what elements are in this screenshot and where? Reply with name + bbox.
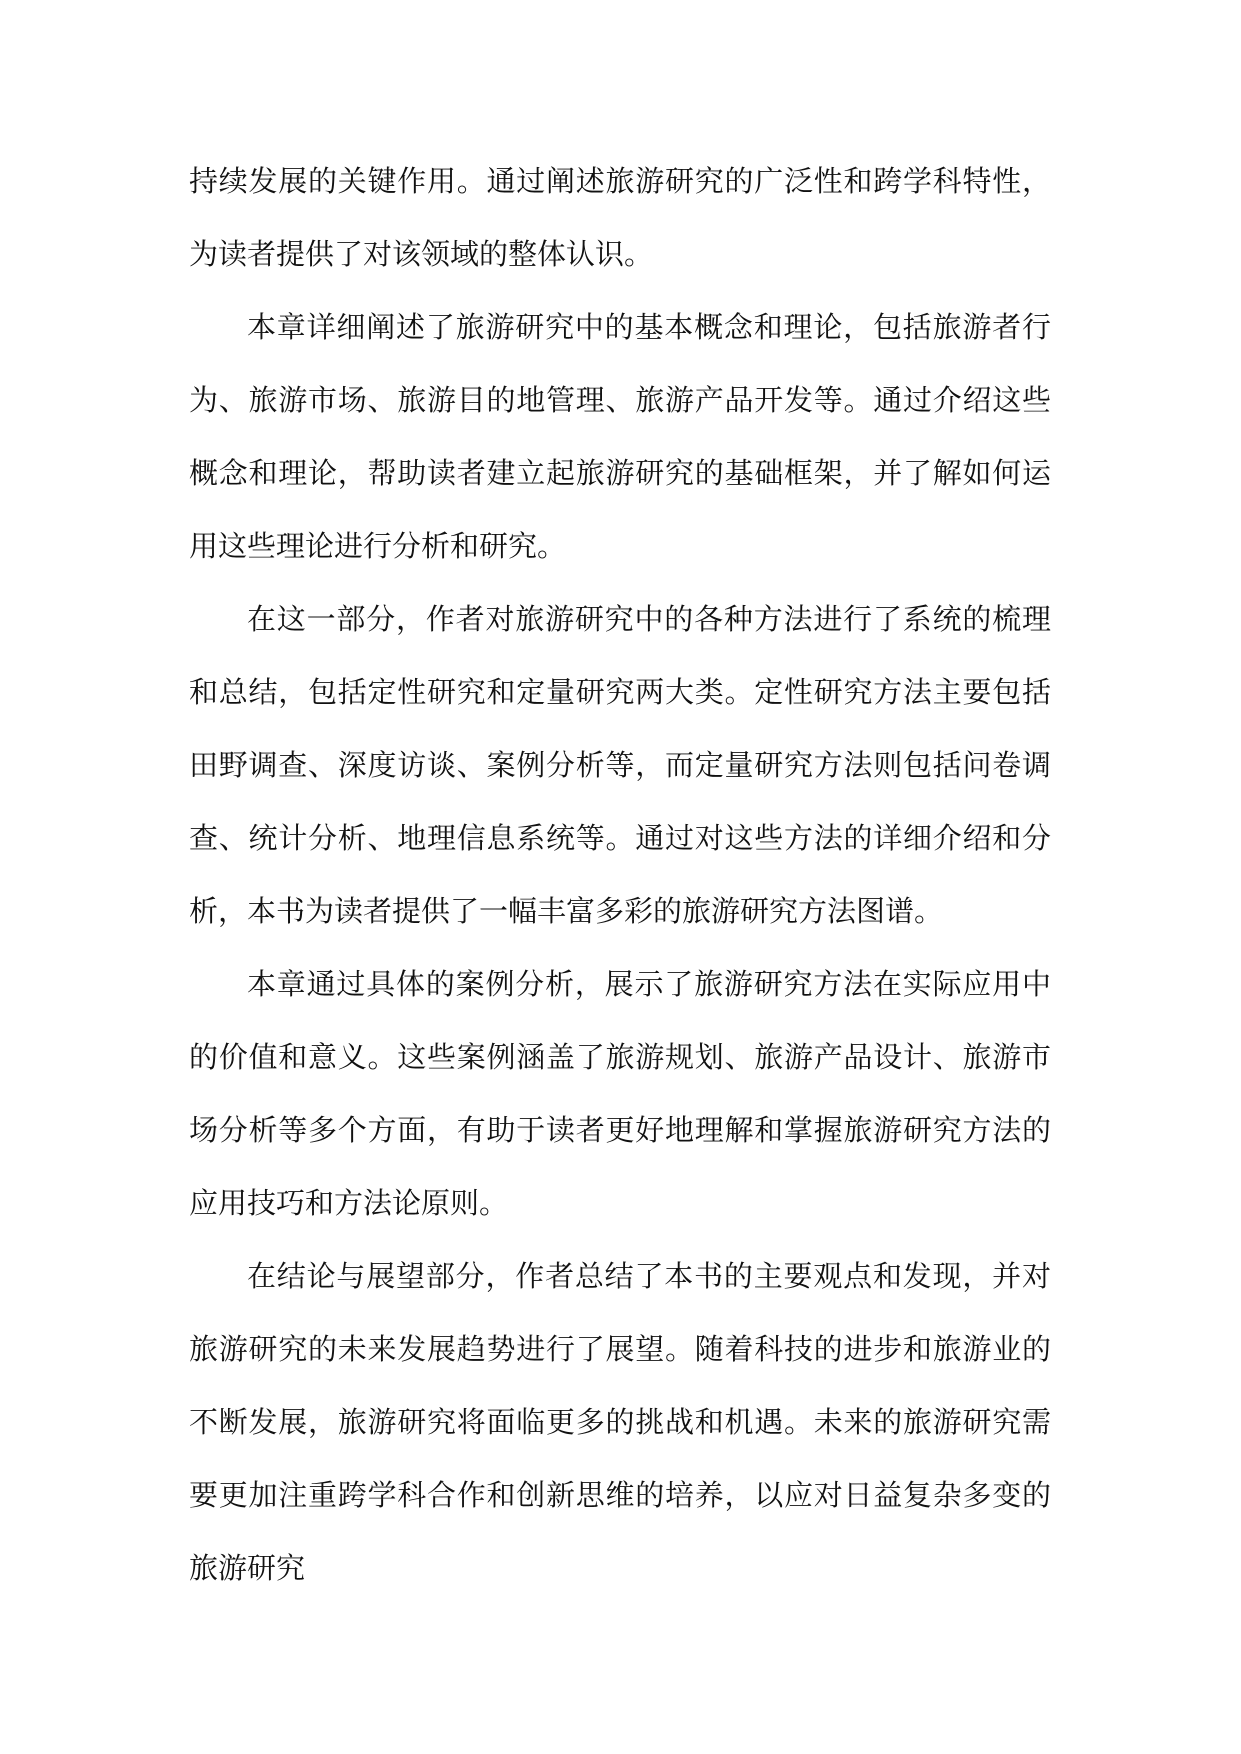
paragraph-case-analysis: 本章通过具体的案例分析，展示了旅游研究方法在实际应用中的价值和意义。这些案例涵盖了旅游规划、旅游产品设计、旅游市场分析等多个方面，有助于读者更好地理解和掌握旅游研究方法的应用技巧和方法论原则。 <box>189 967 1051 1220</box>
paragraph-continued: 持续发展的关键作用。通过阐述旅游研究的广泛性和跨学科特性，为读者提供了对该领域的整体认识。 <box>189 164 1051 271</box>
paragraph-conclusion: 在结论与展望部分，作者总结了本书的主要观点和发现，并对旅游研究的未来发展趋势进行了展望。随着科技的进步和旅游业的不断发展，旅游研究将面临更多的挑战和机遇。未来的旅游研究需要更加注重跨学科合作和创新思维的培养，以应对日益复杂多变的旅游研究 <box>189 1259 1051 1585</box>
body-text <box>189 145 1051 1605</box>
paragraph-research-methods: 在这一部分，作者对旅游研究中的各种方法进行了系统的梳理和总结，包括定性研究和定量研究两大类。定性研究方法主要包括田野调查、深度访谈、案例分析等，而定量研究方法则包括问卷调查、统计分析、地理信息系统等。通过对这些方法的详细介绍和分析，本书为读者提供了一幅丰富多彩的旅游研究方法图谱。 <box>189 602 1051 928</box>
paragraph-basic-concepts: 本章详细阐述了旅游研究中的基本概念和理论，包括旅游者行为、旅游市场、旅游目的地管理、旅游产品开发等。通过介绍这些概念和理论，帮助读者建立起旅游研究的基础框架，并了解如何运用这些理论进行分析和研究。 <box>189 310 1051 563</box>
